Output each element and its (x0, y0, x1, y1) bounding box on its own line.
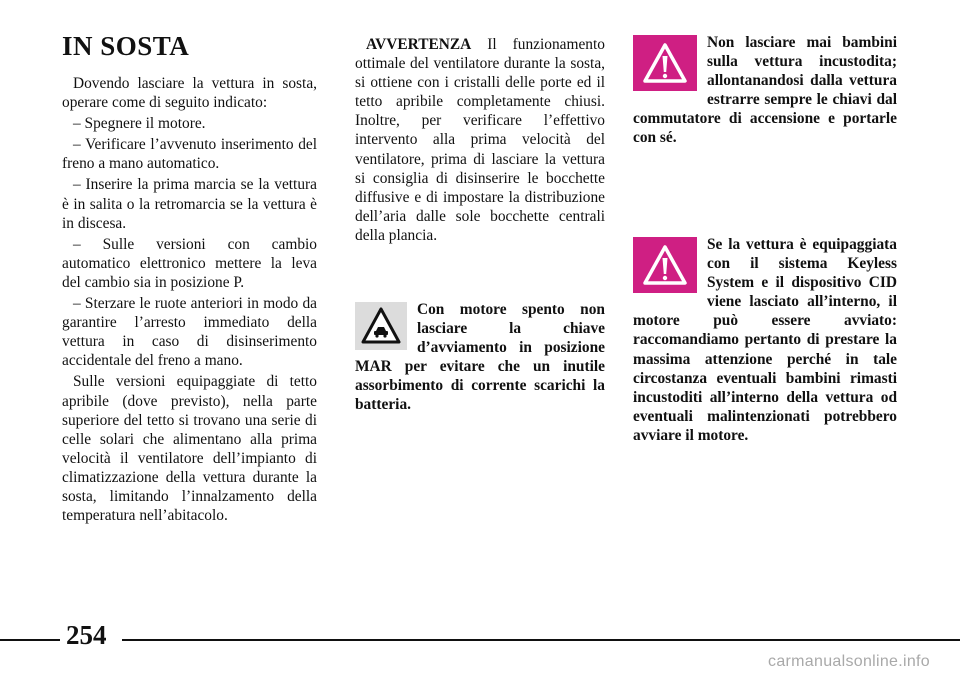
warning-keyless-text: Se la vettura è equipaggiata con il sistema Keyless System e il dispositivo CID viene lasciato all’interno, il motore può essere avviato: raccomandiamo pertanto di prestare la massima attenzione perché in tale circostanza eventuali bambini rimasti incustoditi all’interno della vettura od eventuali malintenzionati potrebbero avviare il motore. (633, 236, 897, 444)
exclamation-warning-triangle-icon (633, 237, 697, 293)
warning-keyless (633, 235, 897, 445)
exclamation-warning-triangle-icon (633, 35, 697, 91)
column-1-text (62, 74, 317, 525)
warning-children-text: Non lasciare mai bambini sulla vettura incustodita; allontanandosi dalla vettura estrarre sempre le chiavi dal commutatore di accensione e portarle con sé. (633, 34, 897, 147)
avvertenza-paragraph (355, 35, 605, 245)
paragraph-step-gear: – Inserire la prima marcia se la vettura è in salita o la retromarcia se la vettura è in discesa. (62, 176, 317, 232)
avvertenza-text: Il funzionamento ottimale del ventilatore durante la sosta, si ottiene con i cristalli delle porte ed il tetto apribile completamente chiusi. Inoltre, per verificare l’effettivo intervento alla prima velocità del ventilatore, prima di lasciare la vettura si consiglia di disinserire le bocchette diffusive e di impostare la distribuzione dell’aria dalle sole bocchette centrali della plancia. (355, 36, 605, 244)
watermark: carmanualsonline.info (768, 653, 930, 670)
page-number: 254 (66, 620, 107, 650)
paragraph-step-engine: – Spegnere il motore. (73, 115, 206, 133)
footer-rule-left (0, 639, 60, 641)
paragraph-step-automatic: – Sulle versioni con cambio automatico elettronico mettere la leva del cambio sia in posizione P. (62, 235, 317, 291)
warning-battery-text: Con motore spento non lasciare la chiave d’avviamento in posizione MAR per evitare che un inutile assorbimento di corrente scarichi la batteria. (355, 301, 605, 414)
paragraph-intro: Dovendo lasciare la vettura in sosta, operare come di seguito indicato: (62, 75, 317, 112)
paragraph-step-handbrake: – Verificare l’avvenuto inserimento del freno a mano automatico. (62, 136, 317, 173)
paragraph-step-steer: – Sterzare le ruote anteriori in modo da garantire l’arresto immediato della vettura in caso di disinserimento accidentale del freno a mano. (62, 295, 317, 370)
car-warning-triangle-icon (355, 302, 407, 350)
avvertenza-label: AVVERTENZA (366, 36, 472, 53)
warning-children (633, 33, 897, 148)
section-title: IN SOSTA (62, 31, 190, 61)
paragraph-solar-cells: Sulle versioni equipaggiate di tetto apribile (dove previsto), nella parte superiore del tetto si trovano una serie di celle solari che alimentano alla prima velocità il ventilatore dell’impianto di climatizzazione della vettura durante la sosta, limitando l’innalzamento della temperatura nell’abitacolo. (62, 373, 317, 525)
warning-battery (355, 300, 605, 415)
column-2-text (355, 35, 605, 245)
footer-rule-right (122, 639, 960, 641)
